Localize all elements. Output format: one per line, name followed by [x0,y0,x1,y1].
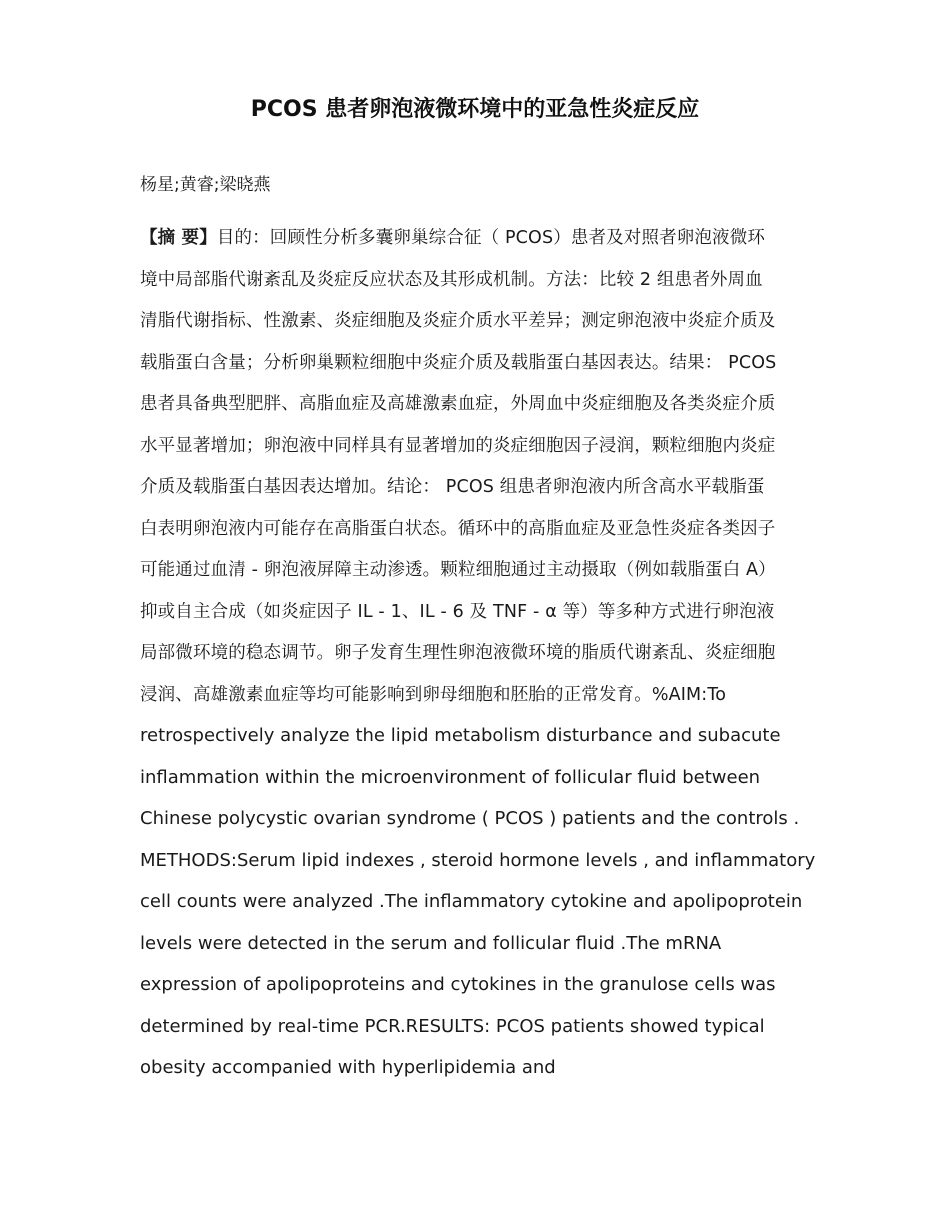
abstract-line: determined by real-time PCR.RESULTS: PCOS patients showed typical [140,1015,765,1037]
abstract-line: 清脂代谢指标、性激素、炎症细胞及炎症介质水平差异；测定卵泡液中炎症介质及 [140,311,776,331]
abstract-label: 【摘 要】 [140,228,217,248]
abstract-line: levels were detected in the serum and follicular fluid .The mRNA [140,932,722,954]
abstract-line: Chinese polycystic ovarian syndrome ( PCOS ) patients and the controls . [140,808,800,829]
abstract-line: expression of apolipoproteins and cytokines in the granulose cells was [140,974,776,995]
abstract-line: 浸润、高雄激素血症等均可能影响到卵母细胞和胚胎的正常发育。%AIM:To [140,684,727,705]
abstract-line: 局部微环境的稳态调节。卵子发育生理性卵泡液微环境的脂质代谢紊乱、炎症细胞 [140,643,776,663]
abstract-line: METHODS:Serum lipid indexes , steroid hormone levels , and inflammatory [140,849,816,871]
abstract-line: 抑或自主合成（如炎症因子 IL - 1、IL - 6 及 TNF - α 等）等多种方式进行卵泡液 [140,601,775,622]
abstract-line: inflammation within the microenvironment of follicular fluid between [140,766,761,788]
abstract-line: 介质及载脂蛋白基因表达增加。结论： PCOS 组患者卵泡液内所含高水平载脂蛋 [140,477,765,497]
abstract-block [140,222,830,1094]
abstract-line: 境中局部脂代谢紊乱及炎症反应状态及其形成机制。方法：比较 2 组患者外周血 [140,269,763,290]
abstract-line: 水平显著增加；卵泡液中同样具有显著增加的炎症细胞因子浸润，颗粒细胞内炎症 [140,435,776,456]
abstract-line [140,222,830,264]
abstract-line: cell counts were analyzed .The inflammatory cytokine and apolipoprotein [140,891,803,912]
abstract-line: 可能通过血清 - 卵泡液屏障主动渗透。颗粒细胞通过主动摄取（例如载脂蛋白 A） [140,560,776,580]
abstract-line: obesity accompanied with hyperlipidemia and [140,1057,556,1078]
abstract-text: 目的：回顾性分析多囊卵巢综合征（ PCOS）患者及对照者卵泡液微环 [216,228,766,248]
paper-title: PCOS 患者卵泡液微环境中的亚急性炎症反应 [250,97,700,122]
abstract-line: retrospectively analyze the lipid metabolism disturbance and subacute [140,725,781,746]
abstract-line: 载脂蛋白含量；分析卵巢颗粒细胞中炎症介质及载脂蛋白基因表达。结果： PCOS [140,352,777,373]
author-list: 杨星;黄睿;梁晓燕 [140,175,271,195]
abstract-line: 患者具备典型肥胖、高脂血症及高雄激素血症，外周血中炎症细胞及各类炎症介质 [140,394,776,414]
abstract-line: 白表明卵泡液内可能存在高脂蛋白状态。循环中的高脂血症及亚急性炎症各类因子 [140,518,776,539]
